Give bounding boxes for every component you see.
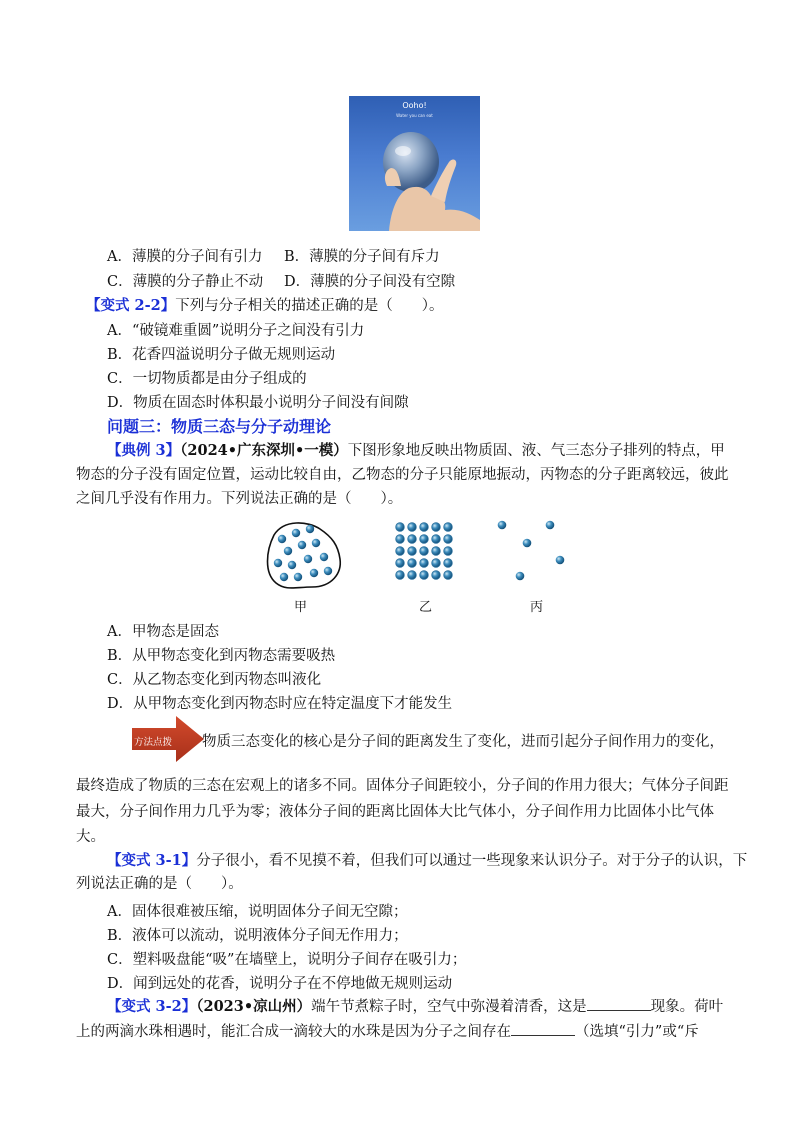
gas-molecules	[498, 521, 565, 581]
example-tag: 【典例 3】	[107, 442, 181, 459]
method-line-1: 物质三态变化的核心是分子间的距离发生了变化，进而引起分子间作用力的变化，	[202, 734, 724, 750]
variant-2-2-option-c: C．一切物质都是由分子组成的	[107, 371, 307, 387]
method-badge-label: 方法点拨	[134, 737, 173, 748]
variant-3-1-line-1	[107, 848, 747, 874]
label-yi: 乙	[419, 600, 433, 615]
variant-2-2-stem	[86, 294, 444, 315]
label-jia: 甲	[294, 600, 308, 615]
example-3-option-a: A．甲物态是固态	[107, 624, 219, 640]
variant-3-1-option-b: B．液体可以流动，说明液体分子间无作用力；	[107, 928, 408, 944]
example-3-line-2: 物态的分子没有固定位置，运动比较自由，乙物态的分子只能原地振动，丙物态的分子距离较远，彼此	[76, 467, 729, 483]
variant-3-1-option-a: A．固体很难被压缩，说明固体分子间无空隙；	[107, 904, 408, 920]
variant-2-2-option-a: A．“破镜难重圆”说明分子之间没有引力	[107, 323, 365, 339]
example-source: （2024•广东深圳•一模）	[180, 442, 348, 459]
variant-text: 分子很小，看不见摸不着，但我们可以通过一些现象来认识分子。对于分子的认识，下	[196, 853, 748, 869]
variant-3-1-line-2: 列说法正确的是（ ）。	[76, 876, 243, 892]
example-3-option-b: B．从甲物态变化到丙物态需要吸热	[107, 648, 336, 664]
variant-tag: 【变式 3-2】	[107, 998, 197, 1015]
variant-text-1: 端午节煮粽子时，空气中弥漫着清香，这是	[311, 999, 587, 1015]
variant-tag: 【变式 3-1】	[107, 852, 197, 869]
example-3-option-d: D．从甲物态变化到丙物态时应在特定温度下才能发生	[107, 696, 453, 712]
option-d: D．薄膜的分子间没有空隙	[284, 274, 456, 290]
liquid-boundary	[268, 523, 341, 588]
variant-text-2: 现象。荷叶	[650, 999, 724, 1015]
photo-subtitle: Water you can eat	[396, 113, 433, 118]
variant-3-1-option-c: C．塑料吸盘能“吸”在墙壁上，说明分子间存在吸引力；	[107, 952, 467, 968]
method-line-2: 最终造成了物质的三态在宏观上的诸多不同。固体分子间距较小，分子间的作用力很大；气体分子间距	[76, 778, 729, 794]
photo-title: Ooho!	[402, 101, 427, 110]
ooho-photo	[349, 96, 480, 231]
variant-text-3: 上的两滴水珠相遇时，能汇合成一滴较大的水珠是因为分子之间存在	[76, 1024, 511, 1040]
answer-blank-2[interactable]	[511, 1021, 575, 1036]
example-3-line-3: 之间几乎没有作用力。下列说法正确的是（ ）。	[76, 491, 403, 507]
question-text: 下列与分子相关的描述正确的是（ ）。	[175, 298, 444, 314]
variant-text-4: （选填“引力”或“斥	[575, 1024, 699, 1040]
method-line-4: 大。	[76, 829, 105, 845]
example-3-line-1	[107, 438, 725, 464]
option-c: C．薄膜的分子静止不动	[107, 274, 264, 290]
method-line-3: 最大，分子间作用力几乎为零；液体分子间的距离比固体大比气体小，分子间作用力比固体小比气体	[76, 804, 714, 820]
solid-molecules	[396, 523, 453, 580]
hand-holding-bubble-illustration	[349, 96, 480, 231]
liquid-molecules	[274, 525, 332, 581]
variant-2-2-option-d: D．物质在固态时体积最小说明分子间没有间隙	[107, 395, 409, 411]
example-text-1: 下图形象地反映出物质固、液、气三态分子排列的特点，甲	[347, 443, 725, 459]
option-a: A．薄膜的分子间有引力	[107, 249, 263, 265]
variant-2-2-option-b: B．花香四溢说明分子做无规则运动	[107, 347, 336, 363]
section-heading: 问题三：物质三态与分子动理论	[107, 417, 332, 436]
variant-3-2-line-2	[76, 1020, 699, 1045]
answer-blank-1[interactable]	[587, 996, 651, 1011]
variant-source: （2023•凉山州）	[196, 998, 312, 1015]
example-3-option-c: C．从乙物态变化到丙物态叫液化	[107, 672, 322, 688]
variant-3-1-option-d: D．闻到远处的花香，说明分子在不停地做无规则运动	[107, 976, 453, 992]
states-of-matter-diagram	[262, 515, 582, 595]
label-bing: 丙	[530, 600, 544, 615]
option-b: B．薄膜的分子间有斥力	[284, 249, 440, 265]
variant-tag: 【变式 2-2】	[86, 297, 176, 314]
variant-3-2-line-1	[107, 994, 723, 1020]
